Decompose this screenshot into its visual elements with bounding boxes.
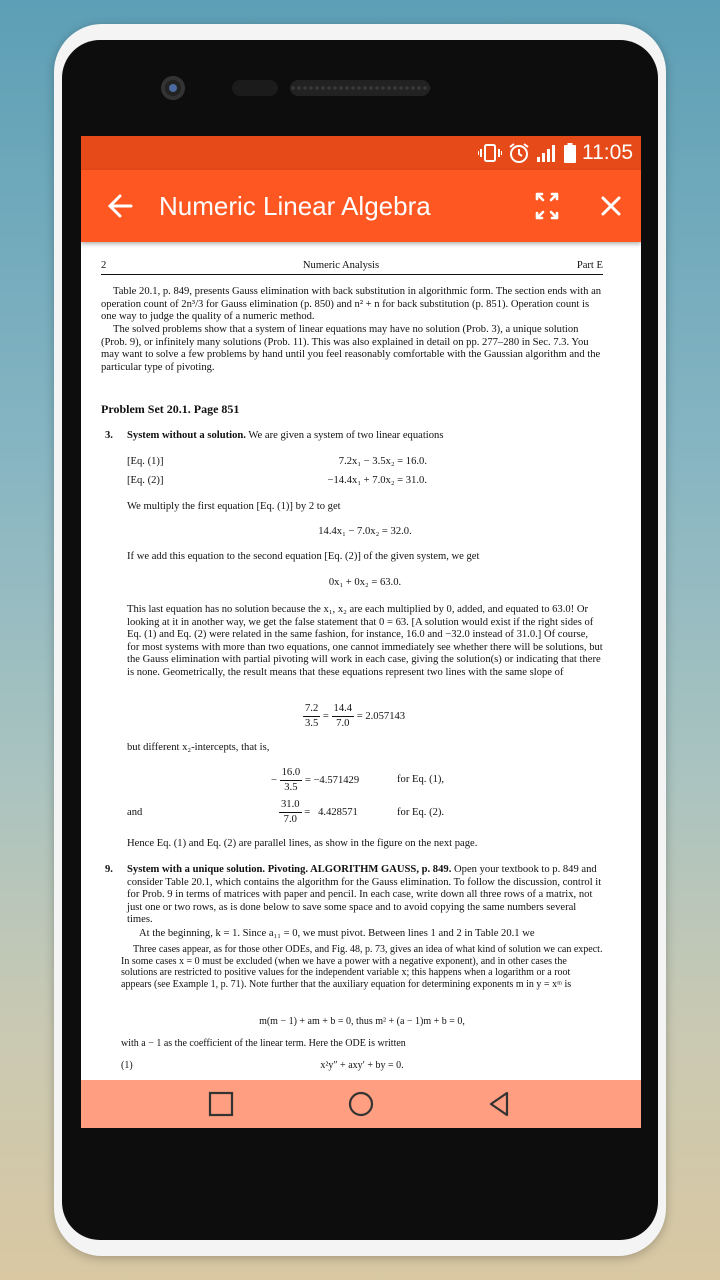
page-title: Numeric Linear Algebra	[159, 191, 431, 221]
circle-icon	[345, 1088, 377, 1120]
app-bar	[81, 170, 641, 242]
back-button[interactable]	[101, 186, 141, 226]
close-icon	[591, 186, 631, 226]
signal-icon	[536, 143, 558, 163]
intercept-eq-1: − $\frac{16.0}{3.5}$ = −4.571429	[271, 767, 360, 793]
problem-set-heading: Problem Set 20.1. Page 851	[101, 402, 240, 416]
and-text: and	[127, 807, 143, 818]
problem-9-heading: System with a unique solution. Pivoting. ALGORITHM GAUSS, p. 849.	[127, 864, 452, 875]
problem-9-text: Open your textbook to p. 849 and consider Table 20.1, which contains the algorithm for the Gauss elimination. To follow the discussion, control it for Prob. 9 in terms of matrices with paper and pencil. In each case, write down all three rows of a matrix, not just one or two rows, as is done below to save some space and to avoid copying the same numbers several times.	[127, 864, 602, 926]
slope-value: = 2.057143	[356, 710, 406, 722]
home-button[interactable]	[345, 1088, 377, 1120]
int1-value: = −4.571429	[304, 774, 360, 786]
add-text: If we add this equation to the second equation [Eq. (2)] of the given system, we get	[127, 551, 480, 562]
ode-paragraph: Three cases appear, as for those other ODEs, and Fig. 48, p. 73, gives an idea of what kind of solution we can expect. In some cases x = 0 must be excluded (when we have a power with a negative exponent), and in other cases the solutions are restricted to positive values for the independent variable x; this happens when a logarithm or a root appears (see Example 1, p. 71). Note further that the auxiliary equation for determining exponents m in y = xᵐ is	[121, 944, 603, 990]
proximity-sensor	[232, 80, 278, 96]
status-icons	[478, 141, 633, 165]
alarm-icon	[508, 142, 530, 164]
slope-num-1: 7.2	[303, 702, 320, 717]
eq1: 7.2x₁ − 3.5x₂ = 16.0.	[338, 456, 427, 467]
int1-num: 16.0	[280, 766, 303, 781]
intro-paragraph-2: The solved problems show that a system of linear equations may have no solution (Prob. 3), a unique solution (Prob. 9), or infinitely many solutions (Prob. 11). This was also explained in detail on pp. 277–280 in Sec. 7.3. You may want to solve a few problems by hand until you feel reasonably comfortable with the Gaussian algorithm and the particular type of pivoting.	[101, 324, 601, 373]
intercept-fraction-1	[280, 766, 303, 795]
slope-num-2: 14.4	[332, 702, 355, 717]
problem-9-number: 9.	[105, 864, 113, 875]
eq4: 0x₁ + 0x₂ = 63.0.	[328, 577, 402, 588]
eq3: 14.4x₁ − 7.0x₂ = 32.0.	[318, 526, 412, 537]
status-time: 11:05	[582, 141, 633, 164]
ode-with-text: with a − 1 as the coefficient of the linear term. Here the ODE is written	[121, 1038, 406, 1049]
back-nav-button[interactable]	[483, 1088, 515, 1120]
ode-equation: x²y″ + axy′ + by = 0.	[320, 1060, 404, 1071]
int2-value: = 4.428571	[304, 806, 358, 818]
no-solution-paragraph: This last equation has no solution because the x₁, x₂ are each multiplied by 0, added, and equated to 63.0! Or looking at it in another way, we get the false statement that 0 = 63. [A solution would exist if the right sides of Eq. (1) and Eq. (2) were related in the same fashion, for instance, 16.0 and −32.0 instead of 31.0.] Of course, for most systems with more than two equations, one cannot immediately see whether there will be solutions, but the Gauss elimination with partial pivoting will work in each case, giving the solution(s) or indicating that there is none. Geometrically, the result means that these equations represent two lines with the same slope of	[127, 604, 603, 678]
front-camera	[161, 76, 185, 100]
eq1-label: [Eq. (1)]	[127, 456, 164, 467]
intercept-fraction-2	[279, 798, 302, 827]
fullscreen-button[interactable]	[529, 188, 565, 224]
arrow-left-icon	[101, 186, 141, 226]
document-page[interactable]	[81, 242, 641, 1080]
ode-auxiliary-equation: m(m − 1) + am + b = 0, thus m² + (a − 1)m + b = 0,	[259, 1016, 465, 1027]
problem-9-begin: At the beginning, k = 1. Since a₁₁ = 0, we must pivot. Between lines 1 and 2 in Table 20.1 we	[139, 928, 535, 939]
close-button[interactable]	[591, 186, 631, 226]
ode-label: (1)	[121, 1060, 133, 1071]
running-header: Numeric Analysis	[302, 260, 380, 271]
slope-den-1: 3.5	[305, 718, 319, 729]
battery-icon	[564, 143, 576, 163]
screen	[81, 136, 641, 1128]
slope-fraction-1	[303, 702, 320, 731]
vibrate-icon	[478, 143, 502, 163]
eq2: −14.4x₁ + 7.0x₂ = 31.0.	[327, 475, 427, 486]
recents-button[interactable]	[205, 1088, 237, 1120]
earpiece-speaker	[290, 80, 430, 96]
int2-num: 31.0	[279, 798, 302, 813]
slope-den-2: 7.0	[336, 718, 350, 729]
problem-3-text: We are given a system of two linear equations	[248, 430, 444, 441]
triangle-back-icon	[483, 1088, 515, 1120]
status-bar	[81, 136, 641, 170]
slope-equation: $\frac{7.2}{3.5}$ = $\frac{14.4}{7.0}$ = 2.057143	[305, 703, 406, 729]
intercept-eq-2	[279, 798, 358, 827]
problem-3-number: 3.	[105, 430, 113, 441]
intercepts-text: but different x₂-intercepts, that is,	[127, 742, 270, 753]
int2-den: 7.0	[283, 814, 297, 825]
eq2-label: [Eq. (2)]	[127, 475, 164, 486]
int2-for: for Eq. (2).	[397, 807, 445, 818]
parallel-text: Hence Eq. (1) and Eq. (2) are parallel lines, as show in the figure on the next page.	[127, 838, 478, 849]
multiply-text: We multiply the first equation [Eq. (1)] by 2 to get	[127, 501, 341, 512]
problem-9-paragraph	[127, 864, 603, 927]
problem-3-intro	[127, 430, 603, 443]
problem-3-heading: System without a solution.	[127, 430, 246, 441]
intro-paragraph-1: Table 20.1, p. 849, presents Gauss elimination with back substitution in algorithmic form. The section ends with an operation count of 2n³/3 for Gauss elimination (p. 850) and n² + n for back substitution (p. 851). Operation count is one way to judge the quality of a numeric method.	[101, 286, 602, 323]
part-label: Part E	[576, 260, 603, 271]
navigation-bar	[81, 1080, 641, 1128]
slope-fraction-2	[332, 702, 355, 731]
square-icon	[205, 1088, 237, 1120]
int1-den: 3.5	[284, 782, 298, 793]
page-number: 2	[101, 260, 107, 271]
header-rule	[101, 274, 603, 275]
fullscreen-icon	[529, 188, 565, 224]
int1-for: for Eq. (1),	[397, 774, 445, 785]
